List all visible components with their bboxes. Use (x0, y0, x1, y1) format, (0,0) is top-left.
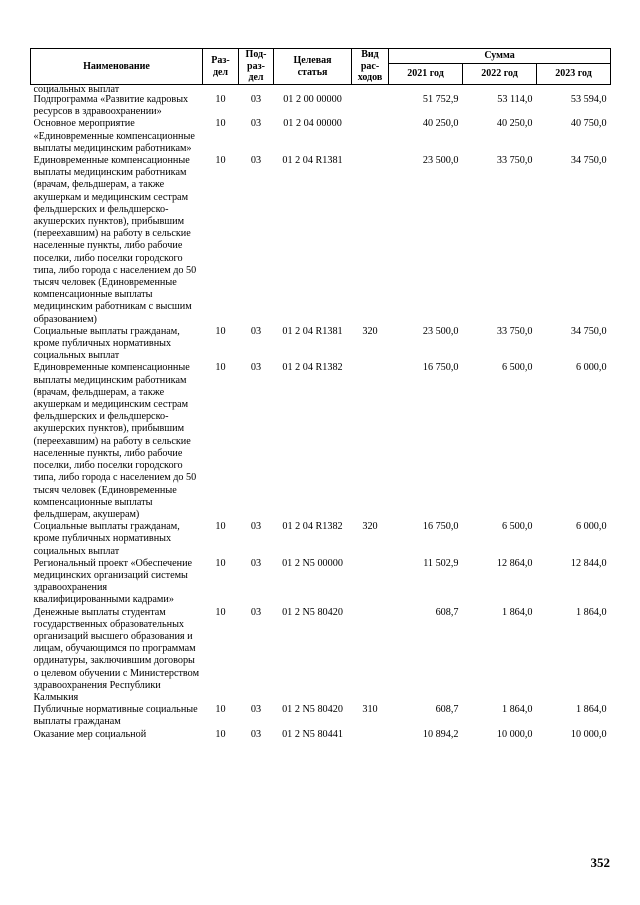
row-sum-2022: 12 864,0 (496, 557, 533, 569)
row-sum-2023: 40 750,0 (570, 118, 607, 130)
row-name: Социальные выплаты гражданам, кроме публичных нормативных социальных выплат (33, 521, 180, 557)
row-sum-2023: 1 864,0 (575, 704, 607, 716)
row-vid-rashodov: 310 (362, 704, 378, 716)
row-sum-2022: 33 750,0 (496, 325, 533, 337)
row-celevaya-statya: 01 2 04 R1381 (282, 155, 343, 167)
row-celevaya-statya: 01 2 N5 00000 (282, 557, 343, 569)
row-celevaya-statya: 01 2 04 R1382 (282, 362, 343, 374)
header-2023: 2023 год (537, 64, 611, 85)
row-sum-2022: 1 864,0 (501, 704, 533, 716)
row-vid-rashodov: 320 (362, 521, 378, 533)
table-row (31, 94, 611, 118)
row-sum-2023: 53 594,0 (570, 94, 607, 105)
row-name: Оказание мер социальной (33, 728, 147, 740)
row-vid-rashodov (352, 607, 389, 705)
budget-table (30, 48, 611, 741)
row-sum-2023: 34 750,0 (570, 325, 607, 337)
row-sum-2023: 6 000,0 (575, 362, 607, 374)
row-vid-rashodov: 320 (362, 325, 378, 337)
row-razdel: 10 (215, 362, 226, 374)
row-celevaya-statya: 01 2 N5 80420 (282, 704, 343, 716)
row-podrazdel: 03 (250, 728, 262, 740)
row-podrazdel: 03 (250, 704, 262, 716)
row-razdel: 10 (215, 521, 226, 533)
table-row (31, 521, 611, 558)
row-celevaya-statya: 01 2 00 00000 (283, 94, 342, 105)
row-name: Региональный проект «Обеспечение медицинских организаций системы здравоохранения квалифицированными кадрами» (33, 557, 193, 606)
row-celevaya-statya: 01 2 N5 80420 (282, 606, 343, 618)
row-sum-2023: 1 864,0 (575, 606, 607, 618)
row-sum-2021: 608,7 (435, 704, 459, 716)
row-sum-2021: 16 750,0 (422, 521, 459, 533)
row-sum-2023: 6 000,0 (575, 521, 607, 533)
row-name: Единовременные компенсационные выплаты медицинским работникам (врачам, фельдшерам, а также акушеркам и медицинским сестрам фельдшерских и фельдшерско-акушерских пунктов), прибывшим (переехавшим) на работу в сельские населенные пункты, либо рабочие поселки, либо поселки городского типа, либо города с населением до 50 тысяч человек (Единовременные компенсационные выплаты фельдшерам, акушерам) (33, 362, 197, 520)
table-row (31, 155, 611, 326)
row-podrazdel: 03 (250, 362, 262, 374)
row-razdel: 10 (215, 118, 226, 130)
row-sum-2021: 11 502,9 (423, 557, 459, 569)
table-header (31, 49, 611, 85)
row-sum-2023: 10 000,0 (570, 728, 607, 740)
row-celevaya-statya: 01 2 04 00000 (283, 118, 342, 130)
row-podrazdel: 03 (250, 557, 262, 569)
budget-table-sheet (30, 48, 610, 741)
row-sum-2021: 40 250,0 (422, 118, 459, 130)
row-celevaya-statya: 01 2 04 R1382 (282, 521, 343, 533)
table-row (31, 704, 611, 728)
row-celevaya-statya: 01 2 04 R1381 (282, 325, 343, 337)
row-razdel: 10 (215, 325, 226, 337)
header-summa: Сумма (389, 49, 611, 64)
row-razdel: 10 (215, 728, 226, 740)
table-row (31, 362, 611, 521)
row-sum-2022: 10 000,0 (496, 728, 533, 740)
row-name: Основное мероприятие «Единовременные компенсационные выплаты медицинским работникам» (33, 118, 195, 154)
row-razdel: 10 (215, 606, 226, 618)
row-razdel: 10 (215, 557, 226, 569)
header-2021: 2021 год (389, 64, 463, 85)
header-celevaya-statya: Целевая статья (274, 49, 352, 85)
row-podrazdel: 03 (250, 118, 262, 130)
row-podrazdel: 03 (250, 94, 262, 105)
page-number: 352 (590, 855, 610, 870)
header-2022: 2022 год (463, 64, 537, 85)
row-celevaya-statya: 01 2 N5 80441 (282, 728, 343, 740)
row-name: Денежные выплаты студентам государственных образовательных организаций высшего образования и лицам, обучающимся по программам ординатуры, заключившим договоры о целевом обучении с Министерством здравоохранения Республики Калмыкия (33, 606, 200, 703)
table-row (31, 118, 611, 155)
row-name: Социальные выплаты гражданам, кроме публичных нормативных социальных выплат (33, 325, 180, 362)
row-sum-2021: 10 894,2 (422, 728, 459, 740)
table-row (31, 729, 611, 741)
header-razdel: Раз- дел (203, 49, 239, 85)
row-sum-2022: 53 114,0 (497, 94, 533, 105)
row-vid-rashodov (352, 558, 389, 607)
row-name: Публичные нормативные социальные выплаты гражданам (33, 704, 198, 728)
row-sum-2023: 34 750,0 (570, 155, 607, 167)
row-sum-2021: 23 500,0 (422, 155, 459, 167)
row-razdel: 10 (215, 704, 226, 716)
row-podrazdel: 03 (250, 325, 262, 337)
row-sum-2021: 23 500,0 (422, 325, 459, 337)
table-body (31, 85, 611, 741)
row-vid-rashodov (352, 362, 389, 521)
row-sum-2023: 12 844,0 (570, 557, 607, 569)
row-podrazdel: 03 (250, 155, 262, 167)
row-vid-rashodov (352, 118, 389, 155)
row-name: Единовременные компенсационные выплаты медицинским работникам (врачам, фельдшерам, а также акушеркам и медицинским сестрам фельдшерских и фельдшерско-акушерских пунктов), прибывшим (переехавшим) на работу в сельские населенные пункты, либо рабочие поселки, либо поселки городского типа, либо города с населением до 50 тысяч человек (Единовременные компенсационные выплаты медицинским работникам с высшим образованием) (33, 155, 197, 325)
row-podrazdel: 03 (250, 521, 262, 533)
row-podrazdel: 03 (250, 606, 262, 618)
row-sum-2021: 16 750,0 (422, 362, 459, 374)
header-name: Наименование (31, 49, 203, 85)
row-sum-2022: 40 250,0 (496, 118, 533, 130)
row-name: Подпрограмма «Развитие кадровых ресурсов в здравоохранении» (33, 94, 189, 118)
row-sum-2021: 608,7 (435, 606, 459, 618)
table-row (31, 558, 611, 607)
row-razdel: 10 (215, 94, 226, 105)
row-sum-2022: 6 500,0 (501, 362, 533, 374)
table-row (31, 607, 611, 705)
row-vid-rashodov (352, 155, 389, 326)
row-razdel: 10 (215, 155, 226, 167)
row-sum-2022: 6 500,0 (501, 521, 533, 533)
row-vid-rashodov (352, 94, 389, 118)
header-vid-rashodov: Вид рас- ходов (352, 49, 389, 85)
row-sum-2022: 33 750,0 (496, 155, 533, 167)
continuation-text: социальных выплат (33, 84, 120, 94)
row-sum-2021: 51 752,9 (422, 94, 459, 105)
row-sum-2022: 1 864,0 (501, 606, 533, 618)
row-vid-rashodov (352, 729, 389, 741)
header-podrazdel: Под- раз- дел (239, 49, 274, 85)
table-row (31, 326, 611, 363)
